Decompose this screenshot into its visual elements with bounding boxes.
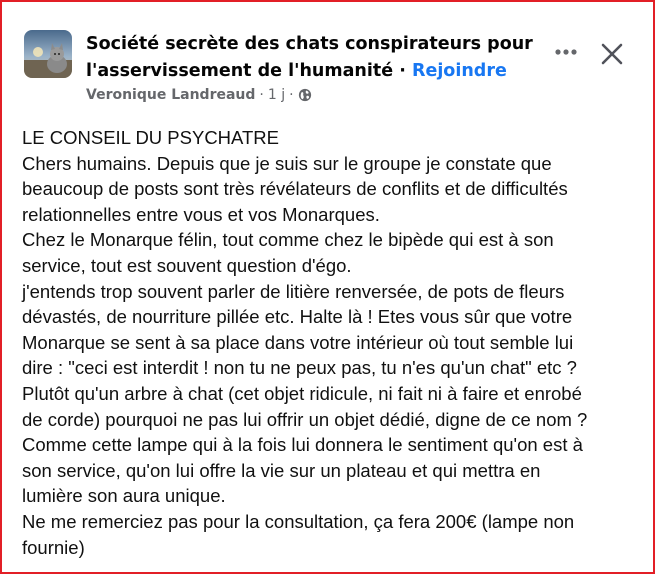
group-avatar-image (24, 30, 72, 78)
join-group-button[interactable]: Rejoindre (411, 61, 507, 81)
post-header (24, 28, 644, 118)
close-icon (601, 43, 623, 65)
post-timestamp[interactable]: 1 j (267, 87, 286, 103)
group-name-link[interactable]: Société secrète des chats conspirateurs pour l'asservissement de l'humanité (86, 34, 533, 81)
post-line: Plutôt qu'un arbre à chat (cet objet ridicule, ni fait ni à faire et enrobé (22, 382, 582, 404)
more-horizontal-icon (554, 48, 578, 56)
post-title (86, 31, 541, 85)
post-line: LE CONSEIL DU PSYCHATRE (22, 127, 280, 148)
post-line: Comme cette lampe qui à la fois lui donnera le sentiment qu'on est à (22, 434, 583, 456)
post-line: relationnelles entre vous et vos Monarques. (22, 203, 380, 225)
group-avatar[interactable] (24, 30, 72, 78)
post-line: Ne me remerciez pas pour la consultation, ça fera 200€ (lampe non (22, 510, 575, 532)
post-meta (86, 85, 312, 105)
author-name-link[interactable]: Veronique Landreaud (86, 87, 256, 103)
post-line: de corde) pourquoi ne pas lui offrir un objet dédié, digne de ce nom ? (22, 408, 588, 430)
title-separator: · (393, 61, 412, 81)
post-line: dire : "ceci est interdit ! non tu ne peux pas, tu n'es qu'un chat" etc ? (22, 357, 577, 379)
post-line: dévastés, de nourriture pillée etc. Halte là ! Etes vous sûr que votre (22, 306, 573, 328)
post-line: Monarque se sent à sa place dans votre intérieur où tout semble lui (22, 331, 574, 353)
post-line: son service, qu'on lui offre la vie sur un plateau et qui mettra en (22, 459, 541, 481)
post-line: service, tout est souvent question d'égo. (22, 254, 352, 276)
meta-separator-2: · (289, 87, 294, 103)
post-line: beaucoup de posts sont très révélateurs de conflits et de difficultés (22, 178, 568, 200)
post-line: Chez le Monarque félin, tout comme chez le bipède qui est à son (22, 229, 554, 251)
post-line: j'entends trop souvent parler de litière renversée, de pots de fleurs (22, 280, 565, 302)
post-body (22, 125, 642, 560)
globe-icon[interactable] (298, 88, 312, 102)
meta-separator: · (259, 87, 264, 103)
post-line: fournie) (22, 536, 85, 558)
close-button[interactable] (598, 40, 626, 68)
post-line: lumière son aura unique. (22, 485, 226, 507)
post-line: Chers humains. Depuis que je suis sur le groupe je constate que (22, 152, 552, 174)
more-options-button[interactable] (552, 40, 580, 64)
